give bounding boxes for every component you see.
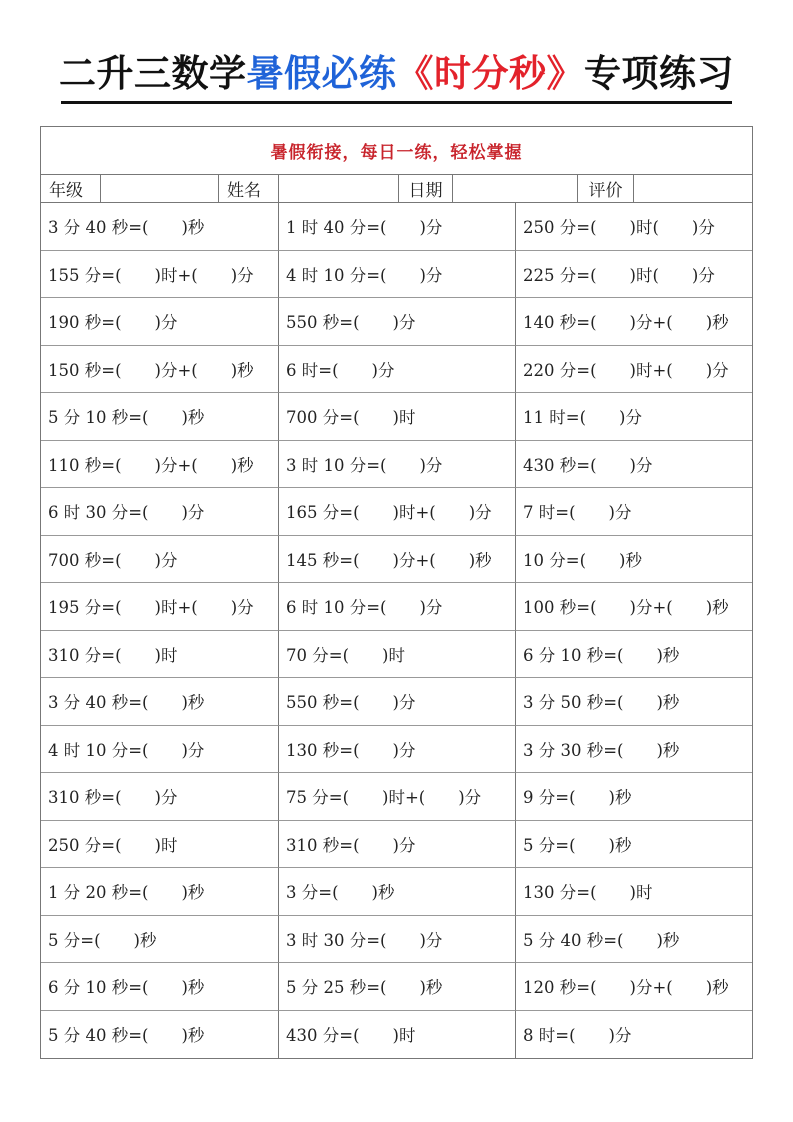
worksheet-subtitle: 暑假衔接，每日一练，轻松掌握 <box>41 127 752 175</box>
page-title <box>57 48 736 100</box>
question-cell[interactable]: 165 分=( )时+( )分 <box>279 488 516 536</box>
question-cell[interactable]: 4 时 10 分=( )分 <box>279 251 516 299</box>
name-label: 姓名 <box>219 175 279 202</box>
question-cell[interactable]: 6 分 10 秒=( )秒 <box>41 963 279 1011</box>
question-cell[interactable]: 550 秒=( )分 <box>279 298 516 346</box>
question-cell[interactable]: 110 秒=( )分+( )秒 <box>41 441 279 489</box>
question-cell[interactable]: 140 秒=( )分+( )秒 <box>516 298 752 346</box>
title-underline <box>61 101 732 104</box>
title-part-practice: 专项练习 <box>584 52 734 95</box>
question-cell[interactable]: 430 秒=( )分 <box>516 441 752 489</box>
question-cell[interactable]: 5 分 25 秒=( )秒 <box>279 963 516 1011</box>
question-cell[interactable]: 195 分=( )时+( )分 <box>41 583 279 631</box>
question-cell[interactable]: 5 分 40 秒=( )秒 <box>516 916 752 964</box>
question-cell[interactable]: 10 分=( )秒 <box>516 536 752 584</box>
rating-label: 评价 <box>578 175 634 202</box>
question-cell[interactable]: 155 分=( )时+( )分 <box>41 251 279 299</box>
question-cell[interactable]: 3 分 40 秒=( )秒 <box>41 203 279 251</box>
question-grid <box>41 203 752 1058</box>
name-field[interactable] <box>279 175 399 202</box>
question-cell[interactable]: 9 分=( )秒 <box>516 773 752 821</box>
title-part-topic: 《时分秒》 <box>396 52 584 95</box>
question-cell[interactable]: 150 秒=( )分+( )秒 <box>41 346 279 394</box>
question-cell[interactable]: 5 分 40 秒=( )秒 <box>41 1011 279 1059</box>
question-cell[interactable]: 3 时 10 分=( )分 <box>279 441 516 489</box>
question-cell[interactable]: 6 分 10 秒=( )秒 <box>516 631 752 679</box>
info-row <box>41 175 752 203</box>
question-cell[interactable]: 3 分=( )秒 <box>279 868 516 916</box>
question-cell[interactable]: 1 分 20 秒=( )秒 <box>41 868 279 916</box>
question-cell[interactable]: 120 秒=( )分+( )秒 <box>516 963 752 1011</box>
grade-field[interactable] <box>101 175 219 202</box>
question-cell[interactable]: 310 秒=( )分 <box>41 773 279 821</box>
date-label: 日期 <box>399 175 453 202</box>
question-cell[interactable]: 3 分 50 秒=( )秒 <box>516 678 752 726</box>
question-cell[interactable]: 5 分=( )秒 <box>516 821 752 869</box>
question-cell[interactable]: 5 分 10 秒=( )秒 <box>41 393 279 441</box>
question-cell[interactable]: 250 分=( )时( )分 <box>516 203 752 251</box>
date-field[interactable] <box>453 175 578 202</box>
question-cell[interactable]: 4 时 10 分=( )分 <box>41 726 279 774</box>
question-cell[interactable]: 130 秒=( )分 <box>279 726 516 774</box>
question-cell[interactable]: 6 时=( )分 <box>279 346 516 394</box>
question-cell[interactable]: 700 秒=( )分 <box>41 536 279 584</box>
question-cell[interactable]: 3 时 30 分=( )分 <box>279 916 516 964</box>
question-cell[interactable]: 310 秒=( )分 <box>279 821 516 869</box>
question-cell[interactable]: 7 时=( )分 <box>516 488 752 536</box>
question-cell[interactable]: 3 分 30 秒=( )秒 <box>516 726 752 774</box>
question-cell[interactable]: 130 分=( )时 <box>516 868 752 916</box>
worksheet-table <box>40 126 753 1059</box>
question-cell[interactable]: 700 分=( )时 <box>279 393 516 441</box>
question-cell[interactable]: 250 分=( )时 <box>41 821 279 869</box>
question-cell[interactable]: 310 分=( )时 <box>41 631 279 679</box>
question-cell[interactable]: 8 时=( )分 <box>523 1026 632 1046</box>
question-cell[interactable]: 75 分=( )时+( )分 <box>279 773 516 821</box>
question-cell[interactable]: 70 分=( )时 <box>279 631 516 679</box>
question-cell[interactable]: 6 时 10 分=( )分 <box>279 583 516 631</box>
page-title-wrap <box>0 48 793 100</box>
question-cell[interactable]: 220 分=( )时+( )分 <box>516 346 752 394</box>
question-cell[interactable]: 430 分=( )时 <box>279 1011 516 1059</box>
question-cell[interactable]: 550 秒=( )分 <box>279 678 516 726</box>
question-cell[interactable]: 145 秒=( )分+( )秒 <box>279 536 516 584</box>
title-part-summer: 暑假必练 <box>246 52 397 95</box>
question-cell[interactable]: 100 秒=( )分+( )秒 <box>516 583 752 631</box>
rating-field[interactable] <box>634 175 752 202</box>
title-part-grade: 二升三数学 <box>59 52 247 95</box>
question-cell[interactable]: 11 时=( )分 <box>516 393 752 441</box>
question-cell[interactable]: 5 分=( )秒 <box>41 916 279 964</box>
question-cell[interactable]: 190 秒=( )分 <box>41 298 279 346</box>
question-cell[interactable]: 1 时 40 分=( )分 <box>279 203 516 251</box>
question-cell[interactable]: 3 分 40 秒=( )秒 <box>41 678 279 726</box>
grade-label: 年级 <box>41 175 101 202</box>
question-cell[interactable]: 225 分=( )时( )分 <box>516 251 752 299</box>
question-cell[interactable]: 6 时 30 分=( )分 <box>41 488 279 536</box>
